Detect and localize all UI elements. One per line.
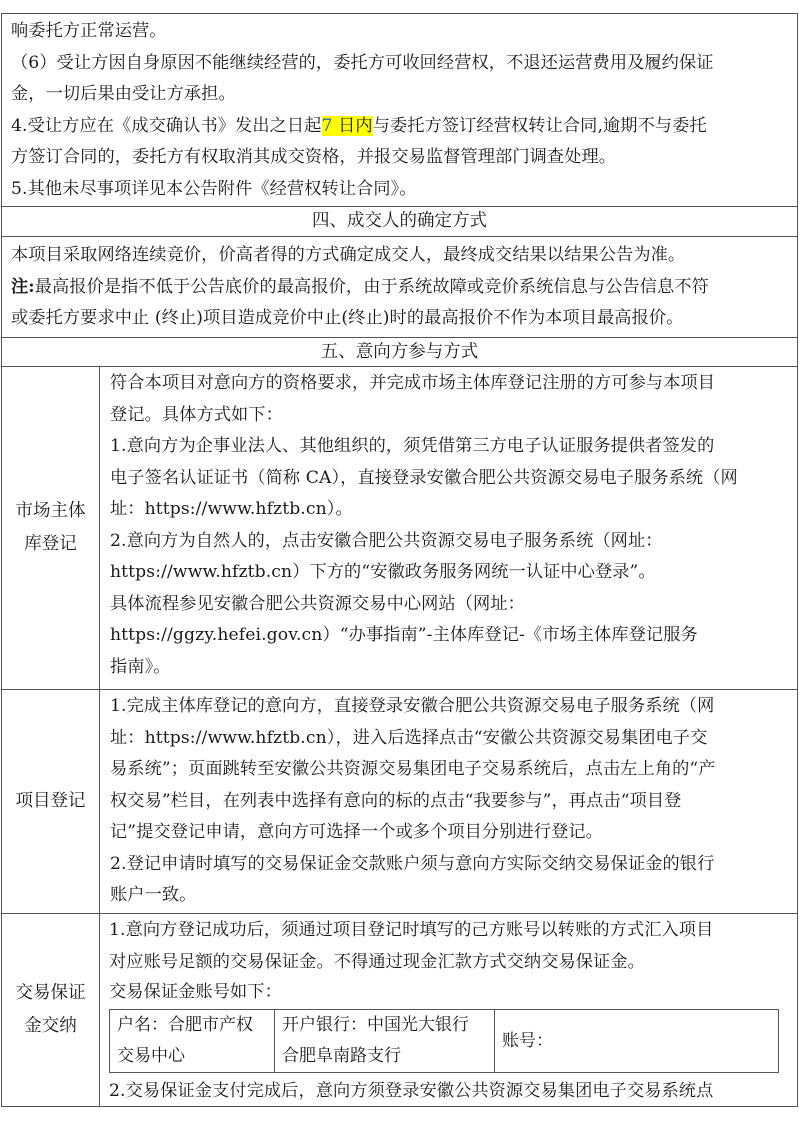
text-line: 对应账号足额的交易保证金。不得通过现金汇款方式交纳交易保证金。 <box>109 951 645 972</box>
item-5: 5.其他未尽事项详见本公告附件《经营权转让合同》。 <box>11 178 417 199</box>
row-deposit-payment <box>2 914 797 1106</box>
account-name-cell: 户名：合肥市产权 交易中心 <box>110 1010 275 1073</box>
text-line: 址：https://www.hfztb.cn），进入后选择点击“安徽公共资源交易集团电子交 <box>110 727 708 748</box>
text-line: 本项目采取网络连续竞价，价高者得的方式确定成交人，最终成交结果以结果公告为准。 <box>11 245 686 265</box>
text-line: 2.意向方为自然人的，点击安徽合肥公共资源交易电子服务系统（网址： <box>110 530 663 551</box>
row-label: 市场主体 库登记 <box>2 367 100 689</box>
url-line: 址：https://www.hfztb.cn）。 <box>110 499 353 519</box>
text-line: 金，一切后果由受让方承担。 <box>11 84 236 104</box>
section-4-content <box>2 237 797 338</box>
text-line: 2.登记申请时填写的交易保证金交款账户须与意向方实际交纳交易保证金的银行 <box>110 853 715 874</box>
url-line: https://www.hfztb.cn）下方的“安徽政务服务网统一认证中心登录”。 <box>110 562 656 582</box>
row-label: 交易保证 金交纳 <box>2 914 100 1106</box>
text-line: 易系统”；页面跳转至安徽公共资源交易集团电子交易系统后，点击左上角的“产 <box>110 759 716 779</box>
text-line: 1.意向方为企事业法人、其他组织的，须凭借第三方电子认证服务提供者签发的 <box>110 436 715 456</box>
text-line: 登记。具体方式如下： <box>110 404 283 425</box>
text-line: 2.交易保证金支付完成后，意向方须登录安徽公共资源交易集团电子交易系统点 <box>109 1081 714 1101</box>
text-line: 指南》。 <box>110 656 171 677</box>
text-line: 具体流程参见安徽合肥公共资源交易中心网站（网址： <box>110 593 525 614</box>
text-line: 或委托方要求中止 (终止)项目造成竞价中止(终止)时的最高报价不作为本项目最高报价。 <box>11 308 684 328</box>
text-line: 交易保证金账号如下： <box>109 982 282 1002</box>
row-content <box>100 914 797 1106</box>
row-content <box>100 367 797 689</box>
deposit-account-table <box>109 1009 779 1073</box>
text-line: 响委托方正常运营。 <box>11 21 167 41</box>
section-5-heading: 五、意向方参与方式 <box>2 338 797 367</box>
text-line: 权交易”栏目，在列表中选择有意向的标的点击“我要参与”，再点击“项目登 <box>110 790 682 811</box>
note-line: 注:最高报价是指不低于公告底价的最高报价，由于系统故障或竞价系统信息与公告信息不符 <box>11 276 709 297</box>
highlighted-deadline: 7 日内 <box>321 115 373 136</box>
text-line: 1.意向方登记成功后，须通过项目登记时填写的己方账号以转账的方式汇入项目 <box>109 920 714 940</box>
section-4-heading: 四、成交人的确定方式 <box>2 207 797 237</box>
item-4: 4.受让方应在《成交确认书》发出之日起7 日内与委托方签订经营权转让合同,逾期不与委托 <box>11 115 707 136</box>
text-line: 记”提交登记申请，意向方可选择一个或多个项目分别进行登记。 <box>110 822 603 842</box>
account-number-cell: 账号： <box>495 1010 779 1073</box>
text-line: 方签订合同的，委托方有权取消其成交资格，并报交易监督管理部门调查处理。 <box>11 147 617 167</box>
row-content <box>100 690 797 913</box>
text-line: 账户一致。 <box>110 885 197 905</box>
url-line: https://ggzy.hefei.gov.cn）“办事指南”-主体库登记-《市场主体库登记服务 <box>110 625 698 645</box>
contract-terms-section <box>2 14 797 207</box>
row-project-registration <box>2 690 797 914</box>
text-line: 1.完成主体库登记的意向方，直接登录安徽合肥公共资源交易电子服务系统（网 <box>110 696 715 716</box>
note-label: 注: <box>11 276 35 297</box>
row-market-entity-registration <box>2 367 797 690</box>
row-label: 项目登记 <box>2 690 100 913</box>
text-line: 电子签名认证证书（简称 CA），直接登录安徽合肥公共资源交易电子服务系统（网 <box>110 467 738 488</box>
announcement-table <box>1 13 798 1107</box>
bank-cell: 开户银行：中国光大银行 合肥阜南路支行 <box>275 1010 495 1073</box>
text-line: （6）受让方因自身原因不能继续经营的，委托方可收回经营权，不退还运营费用及履约保证 <box>11 52 714 73</box>
text-line: 符合本项目对意向方的资格要求，并完成市场主体库登记注册的方可参与本项目 <box>110 373 716 393</box>
